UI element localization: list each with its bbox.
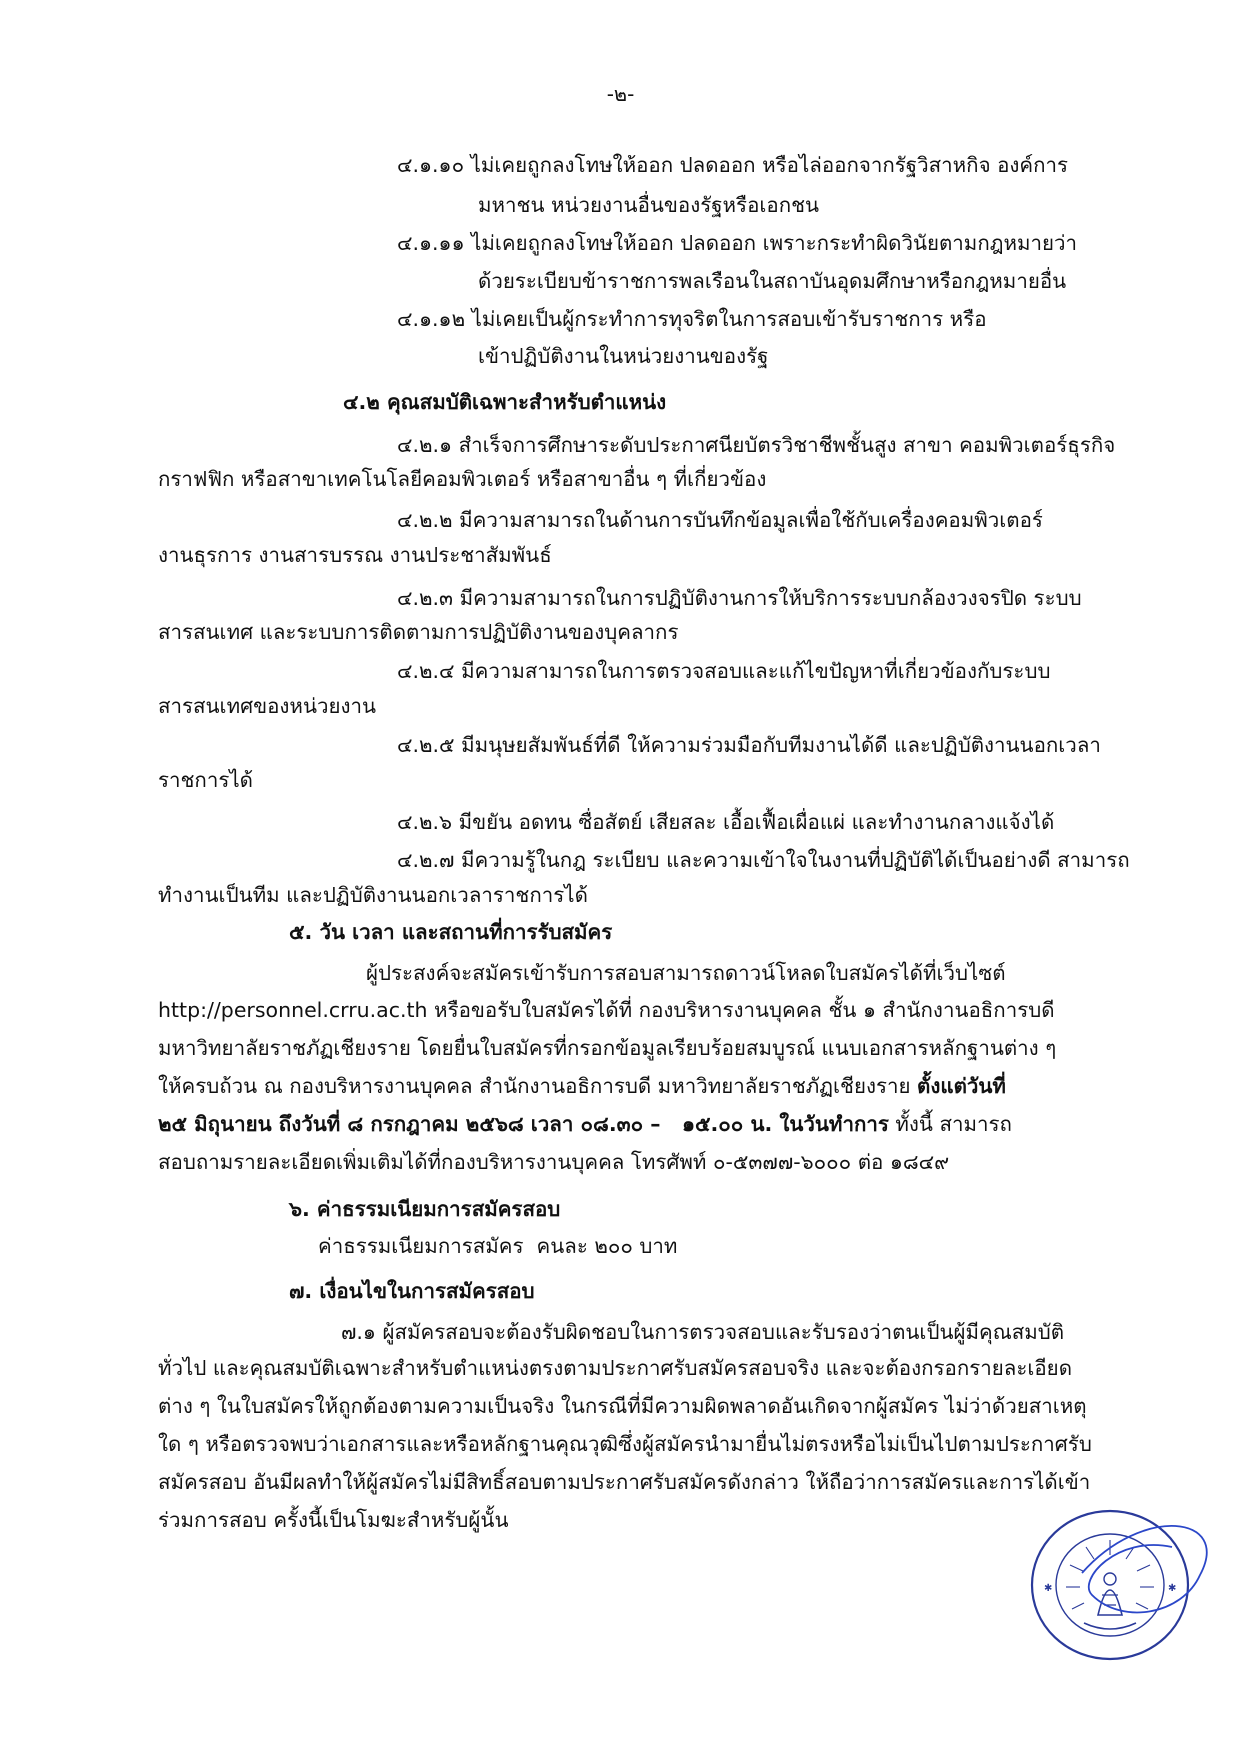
item-4-2-5-line2: ราชการได้ xyxy=(158,768,253,792)
section-7-line2: ทั่วไป และคุณสมบัติเฉพาะสำหรับตำแหน่งตรงตามประกาศรับสมัครสอบจริง และจะต้องกรอกรายละเอียด xyxy=(158,1356,1073,1380)
item-4-2-1-line1: ๔.๒.๑ สำเร็จการศึกษาระดับประกาศนียบัตรวิชาชีพชั้นสูง สาขา คอมพิวเตอร์ธุรกิจ xyxy=(397,433,1116,457)
item-4-1-11-line2: ด้วยระเบียบข้าราชการพลเรือนในสถาบันอุดมศึกษาหรือกฎหมายอื่น xyxy=(478,269,1067,293)
page-number: -๒- xyxy=(606,82,635,106)
section-5-line4 xyxy=(158,1071,1006,1101)
seal-star-left: ✱ xyxy=(1044,1583,1053,1594)
section-5-line5-text: ทั้งนี้ สามารถ xyxy=(888,1112,1012,1136)
section-7-line6: ร่วมการสอบ ครั้งนี้เป็นโมฆะสำหรับผู้นั้น xyxy=(158,1508,509,1532)
item-4-2-2-line2: งานธุรการ งานสารบรรณ งานประชาสัมพันธ์ xyxy=(158,543,552,567)
section-5-line3: มหาวิทยาลัยราชภัฏเชียงราย โดยยื่นใบสมัครที่กรอกข้อมูลเรียบร้อยสมบูรณ์ แนบเอกสารหลักฐานต่าง ๆ xyxy=(158,1036,1057,1060)
section-6-fee-line: ค่าธรรมเนียมการสมัคร คนละ ๒๐๐ บาท xyxy=(318,1234,678,1258)
section-5-line5 xyxy=(158,1109,1012,1139)
item-4-1-11-line1: ๔.๑.๑๑ ไม่เคยถูกลงโทษให้ออก ปลดออก เพราะกระทำผิดวินัยตามกฎหมายว่า xyxy=(397,231,1078,255)
item-4-2-5-line1: ๔.๒.๕ มีมนุษยสัมพันธ์ที่ดี ให้ความร่วมมือกับทีมงานได้ดี และปฏิบัติงานนอกเวลา xyxy=(397,733,1101,757)
section-5-line1: ผู้ประสงค์จะสมัครเข้ารับการสอบสามารถดาวน์โหลดใบสมัครได้ที่เว็บไซต์ xyxy=(366,961,1006,985)
university-seal xyxy=(1022,1495,1222,1665)
section-5-heading: ๕. วัน เวลา และสถานที่การรับสมัคร xyxy=(289,920,613,944)
section-6-heading: ๖. ค่าธรรมเนียมการสมัครสอบ xyxy=(289,1197,561,1221)
seal-star-right: ✱ xyxy=(1168,1583,1177,1594)
section-5-line6: สอบถามรายละเอียดเพิ่มเติมได้ที่กองบริหารงานบุคคล โทรศัพท์ ๐-๕๓๗๗-๖๐๐๐ ต่อ ๑๘๔๙ xyxy=(158,1150,950,1174)
section-7-line3: ต่าง ๆ ในใบสมัครให้ถูกต้องตามความเป็นจริง ในกรณีที่มีความผิดพลาดอันเกิดจากผู้สมัคร ไม่ว่าด้วยสาเหตุ xyxy=(158,1394,1087,1418)
item-4-1-12-line1: ๔.๑.๑๒ ไม่เคยเป็นผู้กระทำการทุจริตในการสอบเข้ารับราชการ หรือ xyxy=(397,307,987,331)
section-7-heading: ๗. เงื่อนไขในการสมัครสอบ xyxy=(289,1279,535,1303)
section-4-2-heading: ๔.๒ คุณสมบัติเฉพาะสำหรับตำแหน่ง xyxy=(343,390,667,414)
item-4-2-7-line1: ๔.๒.๗ มีความรู้ในกฎ ระเบียบ และความเข้าใจในงานที่ปฏิบัติได้เป็นอย่างดี สามารถ xyxy=(397,848,1130,872)
section-5-line2: http://personnel.crru.ac.th หรือขอรับใบสมัครได้ที่ กองบริหารงานบุคคล ชั้น ๑ สำนักงานอธิการบดี xyxy=(158,998,1055,1022)
signature-scribble xyxy=(1082,1526,1207,1613)
section-5-period: ๒๕ มิถุนายน ถึงวันที่ ๘ กรกฎาคม ๒๕๖๘ เวลา ๐๘.๓๐ – ๑๕.๐๐ น. ในวันทำการ xyxy=(158,1112,889,1136)
section-5-line4-text: ให้ครบถ้วน ณ กองบริหารงานบุคคล สำนักงานอธิการบดี มหาวิทยาลัยราชภัฏเชียงราย xyxy=(158,1074,918,1098)
item-4-2-3-line1: ๔.๒.๓ มีความสามารถในการปฏิบัติงานการให้บริการระบบกล้องวงจรปิด ระบบ xyxy=(397,586,1082,610)
seal-stamp xyxy=(1032,1511,1188,1659)
item-4-2-7-line2: ทำงานเป็นทีม และปฏิบัติงานนอกเวลาราชการได้ xyxy=(158,883,588,907)
item-4-2-6-line1: ๔.๒.๖ มีขยัน อดทน ซื่อสัตย์ เสียสละ เอื้อเฟื้อเผื่อแผ่ และทำงานกลางแจ้งได้ xyxy=(397,810,1055,834)
item-4-2-4-line1: ๔.๒.๔ มีความสามารถในการตรวจสอบและแก้ไขปัญหาที่เกี่ยวข้องกับระบบ xyxy=(397,659,1051,683)
item-4-2-1-line2: กราฟฟิก หรือสาขาเทคโนโลยีคอมพิวเตอร์ หรือสาขาอื่น ๆ ที่เกี่ยวข้อง xyxy=(158,467,767,491)
item-4-2-3-line2: สารสนเทศ และระบบการติดตามการปฏิบัติงานของบุคลากร xyxy=(158,620,679,644)
section-7-line4: ใด ๆ หรือตรวจพบว่าเอกสารและหรือหลักฐานคุณวุฒิซึ่งผู้สมัครนำมายื่นไม่ตรงหรือไม่เป็นไปตามประกาศรับ xyxy=(158,1432,1092,1456)
section-7-line1: ๗.๑ ผู้สมัครสอบจะต้องรับผิดชอบในการตรวจสอบและรับรองว่าตนเป็นผู้มีคุณสมบัติ xyxy=(341,1320,1065,1344)
section-5-start-date-label: ตั้งแต่วันที่ xyxy=(917,1074,1006,1098)
item-4-2-4-line2: สารสนเทศของหน่วยงาน xyxy=(158,694,377,718)
item-4-2-2-line1: ๔.๒.๒ มีความสามารถในด้านการบันทึกข้อมูลเพื่อใช้กับเครื่องคอมพิวเตอร์ xyxy=(397,508,1043,532)
item-4-1-10-line2: มหาชน หน่วยงานอื่นของรัฐหรือเอกชน xyxy=(478,193,820,217)
section-7-line5: สมัครสอบ อันมีผลทำให้ผู้สมัครไม่มีสิทธิ์สอบตามประกาศรับสมัครดังกล่าว ให้ถือว่าการสมัครและการได้เข้า xyxy=(158,1470,1091,1494)
item-4-1-12-line2: เข้าปฏิบัติงานในหน่วยงานของรัฐ xyxy=(478,344,769,368)
item-4-1-10-line1: ๔.๑.๑๐ ไม่เคยถูกลงโทษให้ออก ปลดออก หรือไล่ออกจากรัฐวิสาหกิจ องค์การ xyxy=(397,153,1069,177)
